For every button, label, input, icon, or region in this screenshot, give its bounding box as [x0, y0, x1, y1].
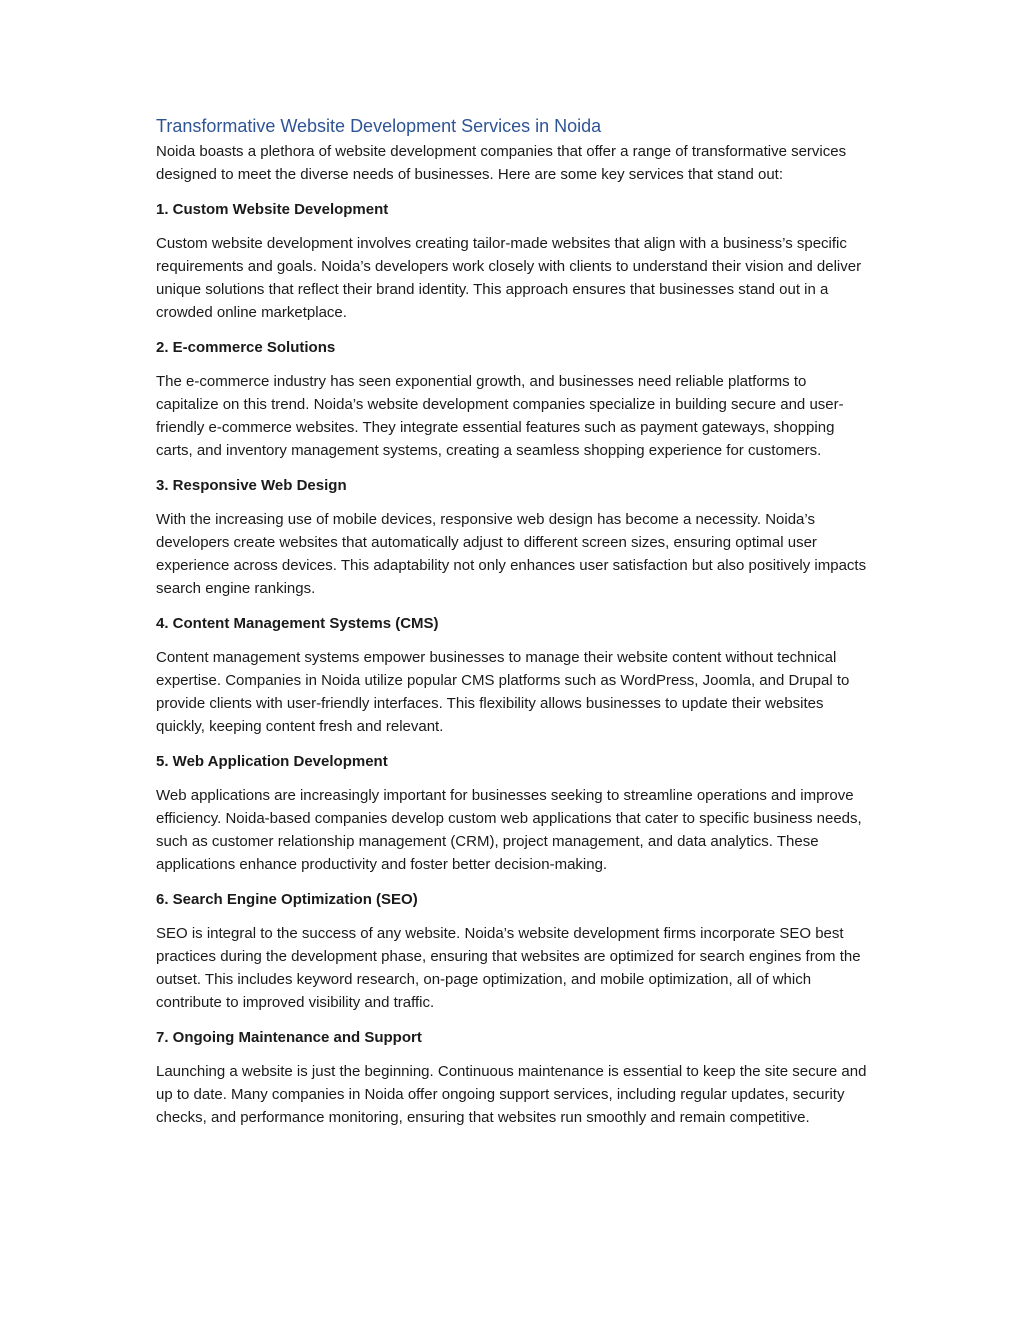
section-body: Custom website development involves creating tailor-made websites that align with a business’s specific requirements and goals. Noida’s developers work closely with clients to understand their vision and deliver unique solutions that reflect their brand identity. This approach ensures that businesses stand out in a crowded online marketplace. — [156, 235, 862, 321]
section-body: Content management systems empower businesses to manage their website content without technical expertise. Companies in Noida utilize popular CMS platforms such as WordPress, Joomla, and Drupal to provide clients with user-friendly interfaces. This flexibility allows businesses to update their websites quickly, keeping content fresh and relevant. — [156, 649, 850, 735]
section-body: The e-commerce industry has seen exponential growth, and businesses need reliable platforms to capitalize on this trend. Noida’s website development companies specialize in building secure and user-friendly e-commerce websites. They integrate essential features such as payment gateways, shopping carts, and inventory management systems, creating a seamless shopping experience for customers. — [156, 373, 844, 459]
page-title: Transformative Website Development Services in Noida — [156, 116, 602, 136]
document-page — [156, 113, 868, 1142]
intro-paragraph: Noida boasts a plethora of website development companies that offer a range of transformative services designed to meet the diverse needs of businesses. Here are some key services that stand out: — [156, 143, 847, 183]
section-heading: 4. Content Management Systems (CMS) — [156, 614, 439, 632]
section-cms — [156, 613, 868, 739]
section-seo — [156, 889, 868, 1015]
section-ecommerce-solutions — [156, 337, 868, 463]
section-heading: 5. Web Application Development — [156, 752, 388, 770]
section-maintenance-support — [156, 1027, 868, 1130]
section-responsive-web-design — [156, 475, 868, 601]
section-body: SEO is integral to the success of any website. Noida’s website development firms incorporate SEO best practices during the development phase, ensuring that websites are optimized for search engines from the outset. This includes keyword research, on-page optimization, and mobile optimization, all of which contribute to improved visibility and traffic. — [156, 925, 861, 1011]
section-web-application-development — [156, 751, 868, 877]
section-heading: 7. Ongoing Maintenance and Support — [156, 1028, 422, 1046]
section-body: Launching a website is just the beginning. Continuous maintenance is essential to keep the site secure and up to date. Many companies in Noida offer ongoing support services, including regular updates, security checks, and performance monitoring, ensuring that websites run smoothly and remain competitive. — [156, 1063, 867, 1126]
section-body: Web applications are increasingly important for businesses seeking to streamline operations and improve efficiency. Noida-based companies develop custom web applications that cater to specific business needs, such as customer relationship management (CRM), project management, and data analytics. These applications enhance productivity and foster better decision-making. — [156, 787, 862, 873]
section-heading: 6. Search Engine Optimization (SEO) — [156, 890, 418, 908]
section-custom-website-development — [156, 199, 868, 325]
section-body: With the increasing use of mobile devices, responsive web design has become a necessity. Noida’s developers create websites that automatically adjust to different screen sizes, ensuring optimal user experience across devices. This adaptability not only enhances user satisfaction but also positively impacts search engine rankings. — [156, 511, 867, 597]
section-heading: 1. Custom Website Development — [156, 200, 389, 218]
section-heading: 3. Responsive Web Design — [156, 476, 347, 494]
section-heading: 2. E-commerce Solutions — [156, 338, 336, 356]
